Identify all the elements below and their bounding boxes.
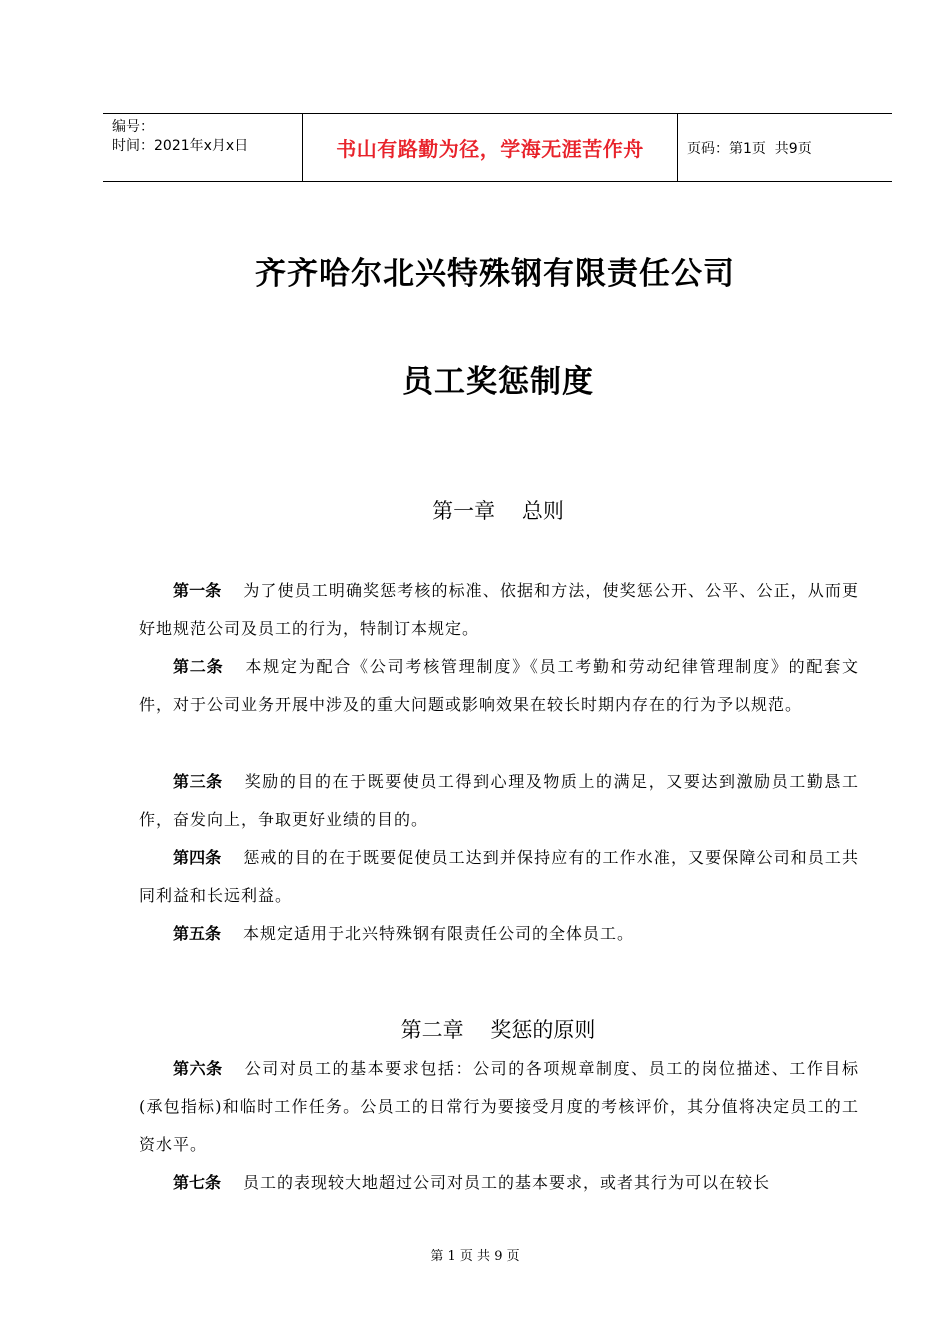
page-footer: 第 1 页 共 9 页 <box>430 1249 520 1264</box>
article-text: 员工的表现较大地超过公司对员工的基本要求，或者其行为可以在较长 <box>243 1173 771 1192</box>
article-text: 本规定为配合《公司考核管理制度》《员工考勤和劳动纪律管理制度》的配套文件，对于公司业务开展中涉及的重大问题或影响效果在较长时期内存在的行为予以规范。 <box>139 657 859 714</box>
article-label: 第二条 <box>173 657 224 676</box>
article-paragraph <box>139 915 859 953</box>
article-text: 本规定适用于北兴特殊钢有限责任公司的全体员工。 <box>243 924 635 943</box>
article-paragraph <box>139 763 859 839</box>
page-header <box>103 113 892 182</box>
article-paragraph <box>139 648 859 724</box>
article-label: 第六条 <box>173 1059 223 1078</box>
article-paragraph <box>139 1164 859 1202</box>
chapter-heading: 第一章 总则 <box>432 499 564 523</box>
header-motto: 书山有路勤为径，学海无涯苦作舟 <box>303 114 678 181</box>
article-paragraph <box>139 572 859 648</box>
header-meta <box>103 114 303 181</box>
chapter-heading: 第二章 奖惩的原则 <box>400 1018 596 1042</box>
article-text: 惩戒的目的在于既要促使员工达到并保持应有的工作水准，又要保障公司和员工共同利益和长远利益。 <box>139 848 859 905</box>
article-paragraph <box>139 1050 859 1164</box>
serial-number-label: 编号： <box>112 119 154 135</box>
time-label: 时间：2021年x月x日 <box>112 138 249 154</box>
article-label: 第五条 <box>173 924 222 943</box>
article-text: 为了使员工明确奖惩考核的标准、依据和方法，使奖惩公开、公平、公正，从而更好地规范公司及员工的行为，特制订本规定。 <box>139 581 859 638</box>
article-paragraph <box>139 839 859 915</box>
article-text: 奖励的目的在于既要使员工得到心理及物质上的满足，又要达到激励员工勤恳工作，奋发向上，争取更好业绩的目的。 <box>139 772 859 829</box>
article-label: 第一条 <box>173 581 222 600</box>
article-text: 公司对员工的基本要求包括：公司的各项规章制度、员工的岗位描述、工作目标(承包指标)和临时工作任务。公员工的日常行为要接受月度的考核评价，其分值将决定员工的工资水平。 <box>139 1059 859 1154</box>
article-label: 第七条 <box>173 1173 222 1192</box>
article-label: 第三条 <box>173 772 223 791</box>
document-title: 员工奖惩制度 <box>402 364 594 400</box>
company-title: 齐齐哈尔北兴特殊钢有限责任公司 <box>255 256 735 292</box>
article-label: 第四条 <box>173 848 222 867</box>
header-page-code: 页码：第1页 共9页 <box>687 140 812 157</box>
